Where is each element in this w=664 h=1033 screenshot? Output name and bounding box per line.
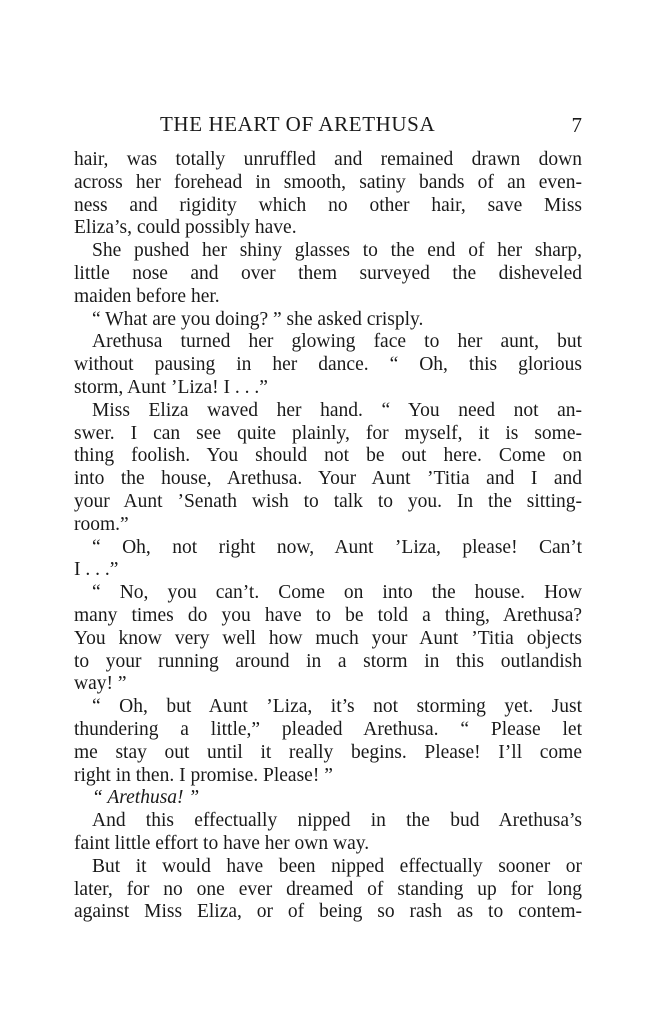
- text-line: faint little effort to have her own way.: [74, 832, 370, 854]
- text-line: thundering a little,” pleaded Arethusa. “ Please let: [74, 718, 582, 740]
- text-line: But it would have been nipped effectually sooner or: [92, 855, 582, 877]
- text-line: ness and rigidity which no other hair, save Miss: [74, 194, 582, 216]
- text-line: little nose and over them surveyed the disheveled: [74, 262, 582, 284]
- text-line: “ No, you can’t. Come on into the house. How: [92, 582, 582, 604]
- text-line: “ Arethusa! ”: [92, 787, 200, 809]
- text-line: Arethusa turned her glowing face to her aunt, but: [92, 331, 582, 353]
- text-line: across her forehead in smooth, satiny bands of an even-: [74, 171, 582, 193]
- text-line: your Aunt ’Senath wish to talk to you. In the sitting-: [74, 490, 582, 512]
- text-line: Miss Eliza waved her hand. “ You need not an-: [92, 399, 582, 421]
- text-line: “ What are you doing? ” she asked crisply.: [92, 308, 424, 330]
- text-line: way! ”: [74, 673, 127, 695]
- text-line: I . . .”: [74, 559, 119, 581]
- text-line: right in then. I promise. Please! ”: [74, 764, 333, 786]
- text-line: against Miss Eliza, or of being so rash as to contem-: [74, 901, 582, 923]
- text-line: maiden before her.: [74, 285, 220, 307]
- text-line: me stay out until it really begins. Please! I’ll come: [74, 741, 582, 763]
- text-line: hair, was totally unruffled and remained drawn down: [74, 149, 582, 170]
- text-line: And this effectually nipped in the bud Arethusa’s: [92, 810, 582, 832]
- running-title: THE HEART OF ARETHUSA: [160, 112, 436, 136]
- text-line: Eliza’s, could possibly have.: [74, 217, 297, 239]
- text-line: later, for no one ever dreamed of standing up for long: [74, 878, 582, 900]
- text-line: many times do you have to be told a thing, Arethusa?: [74, 604, 582, 626]
- text-line: to your running around in a storm in this outlandish: [74, 650, 582, 672]
- running-header: [74, 111, 582, 141]
- text-line: room.”: [74, 513, 129, 535]
- text-line: “ Oh, but Aunt ’Liza, it’s not storming yet. Just: [92, 696, 582, 718]
- text-line: storm, Aunt ’Liza! I . . .”: [74, 376, 268, 398]
- text-line: into the house, Arethusa. Your Aunt ’Titia and I and: [74, 468, 582, 490]
- text-line: thing foolish. You should not be out here. Come on: [74, 445, 582, 467]
- text-line: swer. I can see quite plainly, for myself, it is some-: [74, 422, 582, 444]
- body-text: [74, 149, 582, 924]
- page-number: 7: [571, 113, 582, 137]
- text-line: “ Oh, not right now, Aunt ’Liza, please! Can’t: [92, 536, 582, 558]
- text-line: without pausing in her dance. “ Oh, this glorious: [74, 354, 582, 376]
- text-line: You know very well how much your Aunt ’Titia objects: [74, 627, 582, 649]
- text-line: She pushed her shiny glasses to the end of her sharp,: [92, 240, 582, 262]
